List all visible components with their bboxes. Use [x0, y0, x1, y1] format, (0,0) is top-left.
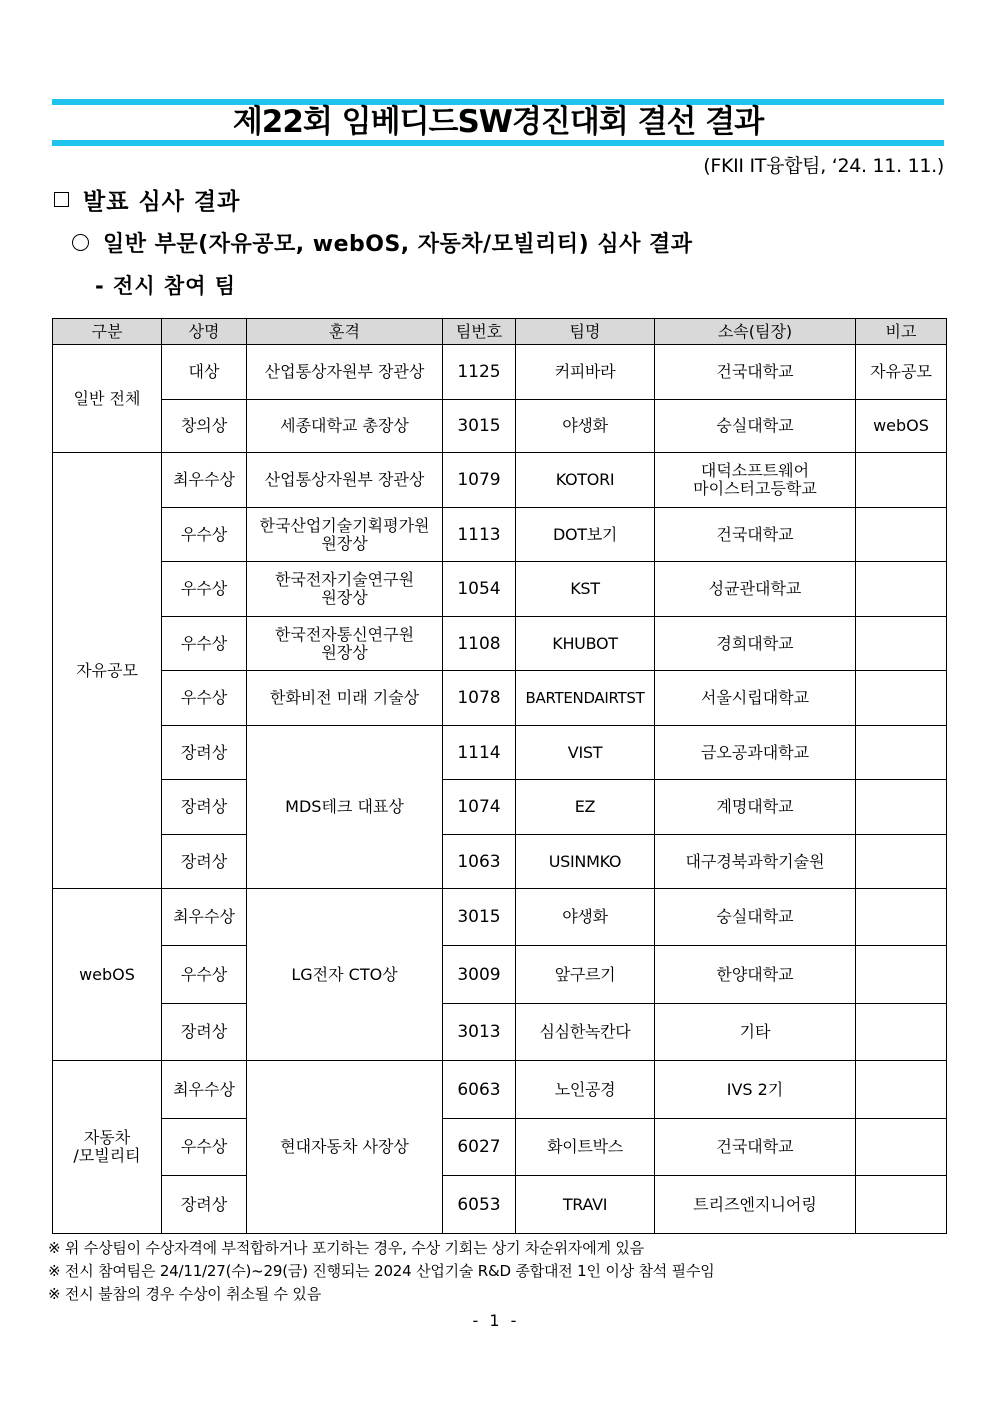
award-cell: 최우수상	[162, 889, 247, 946]
group-general: 일반 전체	[53, 345, 162, 453]
award-cell: 최우수상	[162, 1061, 247, 1119]
organization-cell: 건국대학교	[655, 1119, 856, 1176]
table-row	[53, 508, 947, 562]
team-name-cell: 앞구르기	[516, 946, 655, 1004]
honor-cell: 한국산업기술기획평가원 원장상	[247, 508, 443, 562]
team-no-cell: 1079	[443, 453, 516, 508]
award-cell: 장려상	[162, 780, 247, 835]
award-cell: 최우수상	[162, 453, 247, 508]
header-team-no: 팀번호	[443, 319, 516, 345]
table-row	[53, 1119, 947, 1176]
organization-cell: 대구경북과학기술원	[655, 835, 856, 889]
organization-cell: 건국대학교	[655, 345, 856, 400]
note-cell	[856, 617, 947, 671]
organization-cell: 서울시립대학교	[655, 671, 856, 726]
table-row	[53, 1176, 947, 1234]
award-cell: 우수상	[162, 508, 247, 562]
award-cell: 우수상	[162, 671, 247, 726]
team-no-cell: 1108	[443, 617, 516, 671]
honor-cell-merged: LG전자 CTO상	[247, 889, 443, 1061]
square-bullet-icon	[54, 192, 69, 207]
group-free: 자유공모	[53, 453, 162, 889]
organization-cell: 숭실대학교	[655, 889, 856, 946]
note-cell: 자유공모	[856, 345, 947, 400]
honor-cell-merged: MDS테크 대표상	[247, 726, 443, 889]
title-bottom-rule	[52, 140, 944, 146]
team-name-cell: USINMKO	[516, 835, 655, 889]
note-cell	[856, 946, 947, 1004]
note-cell	[856, 508, 947, 562]
team-name-cell: VIST	[516, 726, 655, 780]
team-name-cell: KHUBOT	[516, 617, 655, 671]
award-cell: 창의상	[162, 400, 247, 453]
table-row	[53, 889, 947, 946]
table-row	[53, 1004, 947, 1061]
team-name-cell: 화이트박스	[516, 1119, 655, 1176]
footnote: ※ 전시 참여팀은 24/11/27(수)~29(금) 진행되는 2024 산업기술 R&D 종합대전 1인 이상 참석 필수임	[48, 1262, 715, 1280]
header-award: 상명	[162, 319, 247, 345]
award-cell: 장려상	[162, 835, 247, 889]
team-no-cell: 1114	[443, 726, 516, 780]
team-no-cell: 3015	[443, 400, 516, 453]
honor-cell: 산업통상자원부 장관상	[247, 345, 443, 400]
award-cell: 우수상	[162, 1119, 247, 1176]
team-no-cell: 1125	[443, 345, 516, 400]
team-name-cell: KOTORI	[516, 453, 655, 508]
team-name-cell: BARTENDAIRTST	[516, 671, 655, 726]
team-name-cell: 야생화	[516, 400, 655, 453]
award-cell: 장려상	[162, 1004, 247, 1061]
team-no-cell: 1054	[443, 562, 516, 617]
header-team-name: 팀명	[516, 319, 655, 345]
header-note: 비고	[856, 319, 947, 345]
table-row	[53, 835, 947, 889]
team-no-cell: 1113	[443, 508, 516, 562]
table-row	[53, 780, 947, 835]
table-row	[53, 453, 947, 508]
section-heading	[52, 183, 240, 216]
organization-cell: 금오공과대학교	[655, 726, 856, 780]
note-cell	[856, 889, 947, 946]
team-no-cell: 1063	[443, 835, 516, 889]
page-number: - 1 -	[472, 1311, 520, 1330]
footnotes	[48, 1237, 715, 1306]
award-cell: 대상	[162, 345, 247, 400]
note-cell	[856, 562, 947, 617]
organization-cell: 계명대학교	[655, 780, 856, 835]
table-row	[53, 726, 947, 780]
note-cell	[856, 453, 947, 508]
team-no-cell: 3015	[443, 889, 516, 946]
footnote: ※ 위 수상팀이 수상자격에 부적합하거나 포기하는 경우, 수상 기회는 상기 차순위자에게 있음	[48, 1239, 644, 1257]
circle-bullet-icon	[72, 234, 89, 251]
group-mobility	[53, 1061, 162, 1234]
page-title: 제22회 임베디드SW경진대회 결선 결과	[232, 104, 764, 140]
team-name-cell: KST	[516, 562, 655, 617]
note-cell	[856, 1061, 947, 1119]
team-no-cell: 3013	[443, 1004, 516, 1061]
note-cell	[856, 1119, 947, 1176]
table-row	[53, 400, 947, 453]
team-name-cell: DOT보기	[516, 508, 655, 562]
honor-cell: 한화비전 미래 기술상	[247, 671, 443, 726]
results-table	[52, 318, 947, 1234]
honor-cell: 산업통상자원부 장관상	[247, 453, 443, 508]
team-no-cell: 1078	[443, 671, 516, 726]
team-name-cell: 노인공경	[516, 1061, 655, 1119]
subsection-heading	[72, 227, 693, 258]
team-no-cell: 3009	[443, 946, 516, 1004]
organization-cell: 숭실대학교	[655, 400, 856, 453]
organization-cell: IVS 2기	[655, 1061, 856, 1119]
table-header-row	[53, 319, 947, 345]
honor-cell: 한국전자기술연구원 원장상	[247, 562, 443, 617]
award-cell: 우수상	[162, 562, 247, 617]
organization-cell: 한양대학교	[655, 946, 856, 1004]
team-name-cell: EZ	[516, 780, 655, 835]
team-name-cell: 심심한녹칸다	[516, 1004, 655, 1061]
team-name-cell: 야생화	[516, 889, 655, 946]
honor-cell-merged: 현대자동차 사장상	[247, 1061, 443, 1234]
group-mobility-line1: 자동차	[83, 1128, 131, 1147]
organization-cell: 건국대학교	[655, 508, 856, 562]
note-cell	[856, 835, 947, 889]
note-cell	[856, 780, 947, 835]
organization-cell: 트리즈엔지니어링	[655, 1176, 856, 1234]
honor-cell: 한국전자통신연구원 원장상	[247, 617, 443, 671]
note-cell	[856, 726, 947, 780]
note-cell: webOS	[856, 400, 947, 453]
award-cell: 우수상	[162, 617, 247, 671]
team-no-cell: 1074	[443, 780, 516, 835]
organization-cell: 성균관대학교	[655, 562, 856, 617]
table-row	[53, 671, 947, 726]
subsection-heading-text: 일반 부문(자유공모, webOS, 자동차/모빌리티) 심사 결과	[103, 232, 693, 257]
organization-cell: 대덕소프트웨어 마이스터고등학교	[655, 453, 856, 508]
note-cell	[856, 671, 947, 726]
table-row	[53, 1061, 947, 1119]
team-no-cell: 6063	[443, 1061, 516, 1119]
honor-cell: 세종대학교 총장상	[247, 400, 443, 453]
note-cell	[856, 1176, 947, 1234]
section-heading-text: 발표 심사 결과	[83, 189, 241, 215]
organization-cell: 경희대학교	[655, 617, 856, 671]
team-name-cell: TRAVI	[516, 1176, 655, 1234]
sub-subsection-heading: - 전시 참여 팀	[95, 274, 237, 298]
team-name-cell: 커피바라	[516, 345, 655, 400]
table-row	[53, 617, 947, 671]
group-mobility-line2: /모빌리티	[73, 1146, 141, 1165]
header-organization: 소속(팀장)	[655, 319, 856, 345]
team-no-cell: 6027	[443, 1119, 516, 1176]
table-row	[53, 345, 947, 400]
note-cell	[856, 1004, 947, 1061]
team-no-cell: 6053	[443, 1176, 516, 1234]
footnote: ※ 전시 불참의 경우 수상이 취소될 수 있음	[48, 1285, 321, 1303]
award-cell: 장려상	[162, 1176, 247, 1234]
table-row	[53, 946, 947, 1004]
award-cell: 우수상	[162, 946, 247, 1004]
issuer-date: (FKII IT융합팀, ‘24. 11. 11.)	[703, 155, 944, 177]
organization-cell: 기타	[655, 1004, 856, 1061]
header-honor: 훈격	[247, 319, 443, 345]
group-webos: webOS	[53, 889, 162, 1061]
award-cell: 장려상	[162, 726, 247, 780]
table-row	[53, 562, 947, 617]
header-category: 구분	[53, 319, 162, 345]
